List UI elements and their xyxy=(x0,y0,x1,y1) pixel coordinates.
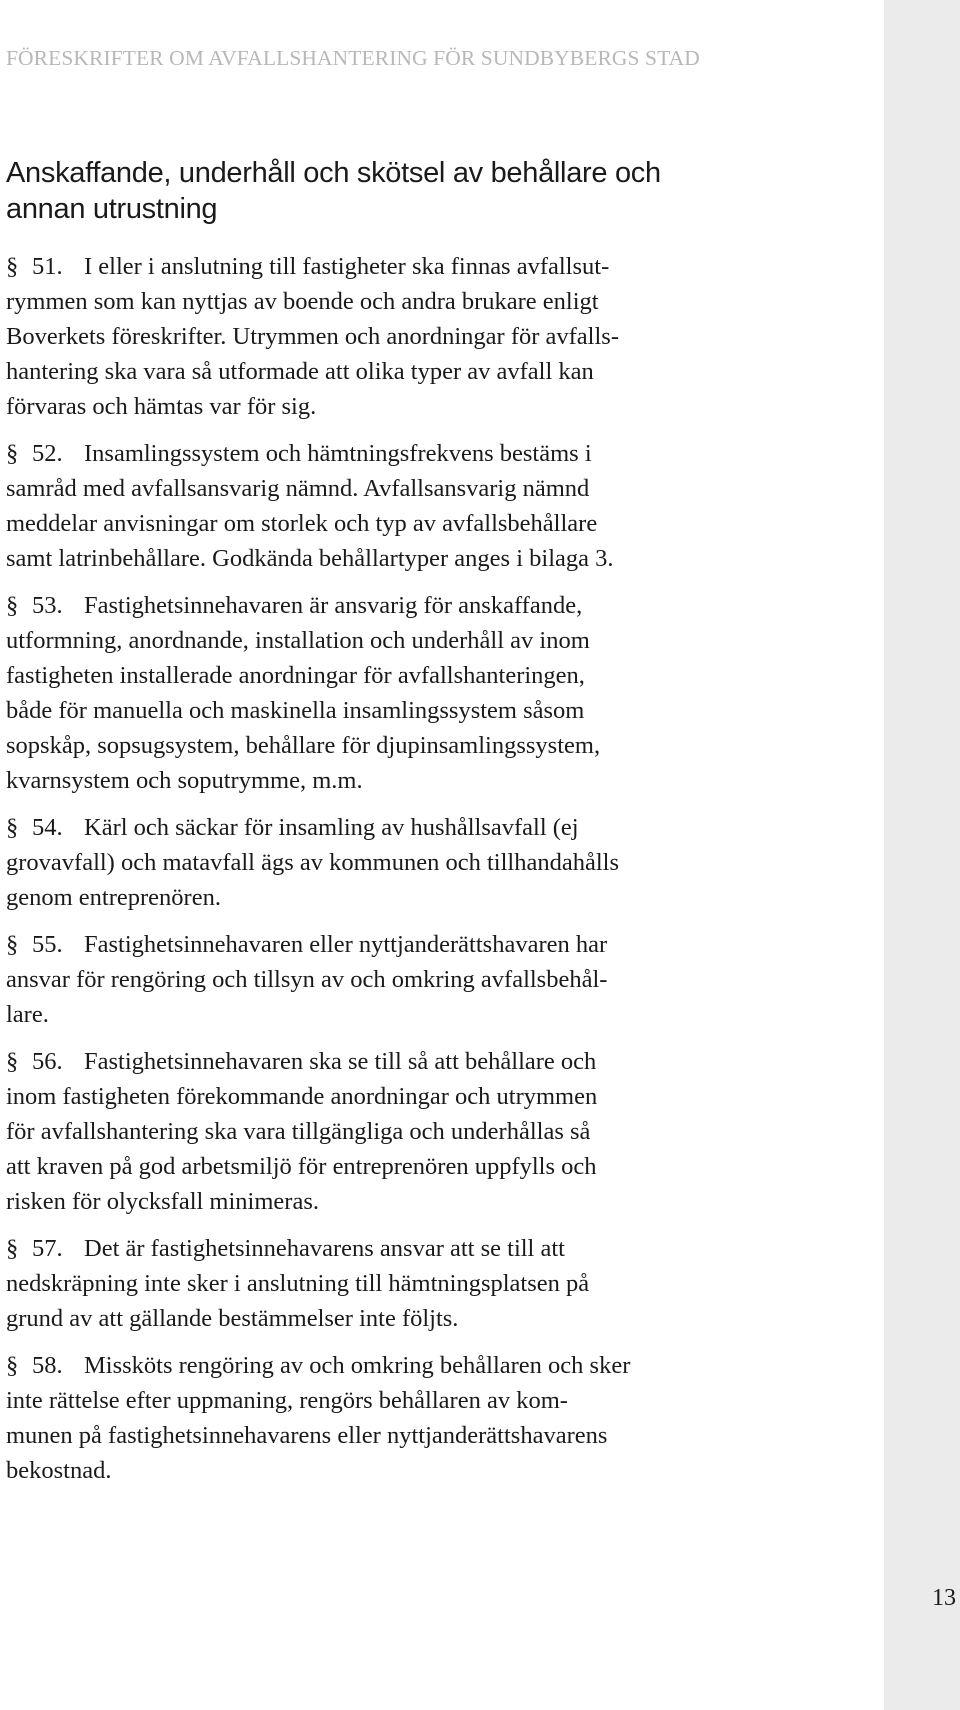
section-number: 56. xyxy=(32,1048,63,1075)
section-number: 52. xyxy=(32,440,63,467)
paragraph-line: grund av att gällande bestämmelser inte följts. xyxy=(6,1305,459,1332)
paragraph-line: bekostnad. xyxy=(6,1457,112,1484)
section-sign: § xyxy=(6,1352,19,1379)
paragraph-line: risken för olycksfall minimeras. xyxy=(6,1188,319,1215)
paragraph-line: inom fastigheten förekommande anordningar och utrymmen xyxy=(6,1083,598,1110)
paragraph-text: Fastighetsinnehavaren ska se till så att behållare och xyxy=(84,1048,597,1075)
paragraph-line: rymmen som kan nyttjas av boende och andra brukare enligt xyxy=(6,288,599,315)
paragraph-line: för avfallshantering ska vara tillgängliga och underhållas så xyxy=(6,1118,591,1145)
regulation-paragraph xyxy=(6,436,866,576)
section-sign: § xyxy=(6,931,19,958)
paragraph-line: förvaras och hämtas var för sig. xyxy=(6,393,317,420)
paragraph-line: lare. xyxy=(6,1001,49,1028)
regulation-paragraph xyxy=(6,588,866,798)
regulation-paragraph xyxy=(6,810,866,915)
paragraph-line: meddelar anvisningar om storlek och typ av avfallsbehållare xyxy=(6,510,598,537)
paragraph-text: Fastighetsinnehavaren är ansvarig för anskaffande, xyxy=(84,592,583,619)
paragraph-line xyxy=(6,1348,866,1383)
paragraph-line: ansvar för rengöring och tillsyn av och omkring avfallsbehål- xyxy=(6,966,608,993)
regulation-paragraph xyxy=(6,1231,866,1336)
section-sign: § xyxy=(6,1235,19,1262)
paragraph-line: samt latrinbehållare. Godkända behållartyper anges i bilaga 3. xyxy=(6,545,614,572)
section-number: 54. xyxy=(32,814,63,841)
paragraph-line xyxy=(6,927,866,962)
paragraph-text: I eller i anslutning till fastigheter ska finnas avfallsut- xyxy=(84,253,610,280)
paragraph-line: nedskräpning inte sker i anslutning till hämtningsplatsen på xyxy=(6,1270,590,1297)
section-number: 55. xyxy=(32,931,63,958)
paragraph-line xyxy=(6,1044,866,1079)
paragraph-text: Missköts rengöring av och omkring behållaren och sker xyxy=(84,1352,631,1379)
page-margin-band xyxy=(884,0,960,1710)
paragraph-line: Boverkets föreskrifter. Utrymmen och anordningar för avfalls- xyxy=(6,323,619,350)
paragraph-line xyxy=(6,588,866,623)
regulation-paragraph xyxy=(6,927,866,1032)
paragraph-line: hantering ska vara så utformade att olika typer av avfall kan xyxy=(6,358,594,385)
regulation-paragraph xyxy=(6,249,866,424)
paragraph-line: att kraven på god arbetsmiljö för entreprenören uppfylls och xyxy=(6,1153,597,1180)
section-sign: § xyxy=(6,253,19,280)
page-number: 13 xyxy=(932,1585,956,1611)
paragraph-line xyxy=(6,249,866,284)
running-header: FÖRESKRIFTER OM AVFALLSHANTERING FÖR SUNDBYBERGS STAD xyxy=(6,46,700,70)
section-heading-line: annan utrustning xyxy=(6,193,218,225)
paragraph-list xyxy=(6,249,866,1500)
section-sign: § xyxy=(6,1048,19,1075)
paragraph-line: fastigheten installerade anordningar för avfallshanteringen, xyxy=(6,662,585,689)
section-heading-line: Anskaffande, underhåll och skötsel av behållare och xyxy=(6,157,661,189)
paragraph-line: samråd med avfallsansvarig nämnd. Avfallsansvarig nämnd xyxy=(6,475,590,502)
paragraph-line: munen på fastighetsinnehavarens eller nyttjanderättshavarens xyxy=(6,1422,608,1449)
paragraph-text: Kärl och säckar för insamling av hushållsavfall (ej xyxy=(84,814,579,841)
paragraph-line: grovavfall) och matavfall ägs av kommunen och tillhandahålls xyxy=(6,849,619,876)
paragraph-line xyxy=(6,810,866,845)
paragraph-text: Insamlingssystem och hämtningsfrekvens bestäms i xyxy=(84,440,592,467)
section-sign: § xyxy=(6,440,19,467)
section-sign: § xyxy=(6,814,19,841)
section-sign: § xyxy=(6,592,19,619)
section-number: 51. xyxy=(32,253,63,280)
paragraph-line xyxy=(6,436,866,471)
section-heading xyxy=(6,155,826,227)
paragraph-line: sopskåp, sopsugsystem, behållare för djupinsamlingssystem, xyxy=(6,732,601,759)
paragraph-text: Fastighetsinnehavaren eller nyttjanderättshavaren har xyxy=(84,931,608,958)
paragraph-text: Det är fastighetsinnehavarens ansvar att se till att xyxy=(84,1235,565,1262)
paragraph-line xyxy=(6,1231,866,1266)
regulation-paragraph xyxy=(6,1348,866,1488)
section-number: 58. xyxy=(32,1352,63,1379)
regulation-paragraph xyxy=(6,1044,866,1219)
section-number: 57. xyxy=(32,1235,63,1262)
paragraph-line: inte rättelse efter uppmaning, rengörs behållaren av kom- xyxy=(6,1387,568,1414)
paragraph-line: utformning, anordnande, installation och underhåll av inom xyxy=(6,627,590,654)
section-number: 53. xyxy=(32,592,63,619)
paragraph-line: både för manuella och maskinella insamlingssystem såsom xyxy=(6,697,585,724)
paragraph-line: kvarnsystem och soputrymme, m.m. xyxy=(6,767,363,794)
paragraph-line: genom entreprenören. xyxy=(6,884,221,911)
